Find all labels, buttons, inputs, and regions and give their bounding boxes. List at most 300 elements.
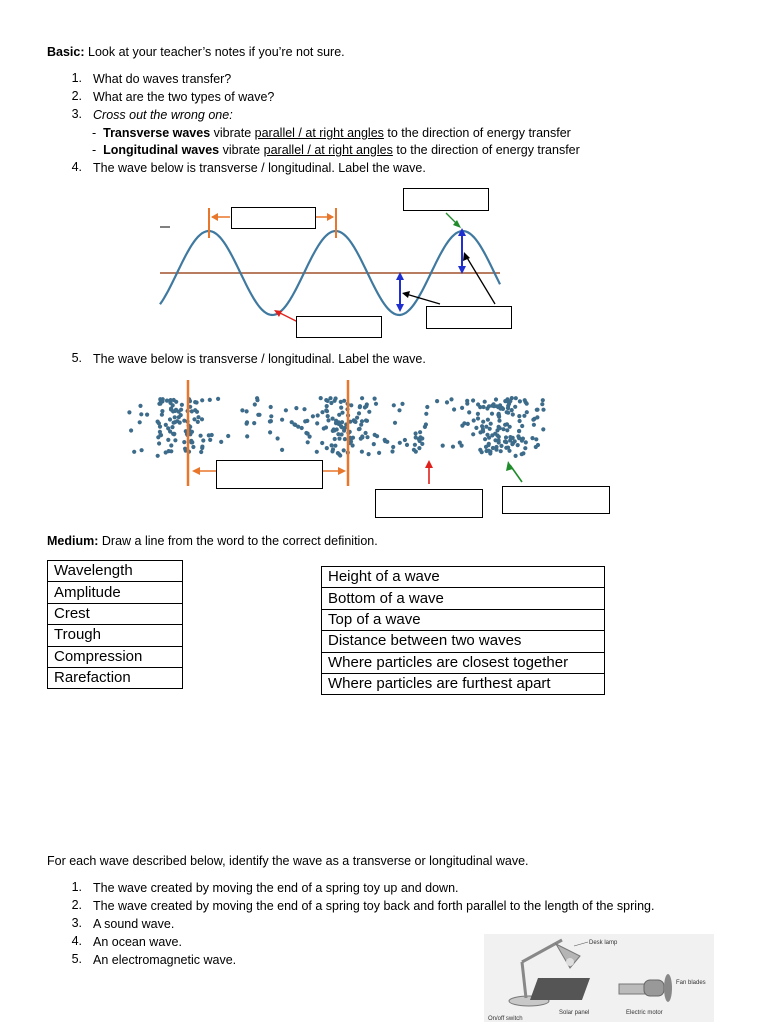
label-box-amplitude[interactable]	[426, 306, 512, 329]
particle-dot	[497, 419, 501, 423]
label-box-compression[interactable]	[502, 486, 610, 514]
particle-dot	[508, 438, 512, 442]
arrowhead	[327, 213, 334, 221]
particle-dot	[320, 441, 324, 445]
particle-dot	[245, 409, 249, 413]
particle-dot	[476, 412, 480, 416]
particle-dot	[332, 428, 336, 432]
particle-dot	[506, 446, 510, 450]
arrowhead	[425, 460, 433, 468]
particle-dot	[308, 435, 312, 439]
particle-dot	[398, 441, 402, 445]
particle-dot	[158, 425, 162, 429]
particle-dot	[478, 448, 482, 452]
statement-rest: to the direction of energy transfer	[387, 126, 571, 140]
particle-dot	[190, 440, 194, 444]
particle-dot	[451, 445, 455, 449]
particle-dot	[525, 410, 529, 414]
particle-dot	[495, 433, 499, 437]
particle-dot	[503, 440, 507, 444]
particle-dot	[458, 441, 462, 445]
particle-dot	[173, 420, 177, 424]
label-box-wavelength-long[interactable]	[216, 460, 323, 489]
particle-dot	[138, 404, 142, 408]
particle-dot	[491, 446, 495, 450]
particle-dot	[333, 437, 337, 441]
particle-dot	[367, 452, 371, 456]
particle-dot	[471, 432, 475, 436]
particle-dot	[169, 398, 173, 402]
electric-motor-icon	[644, 980, 664, 996]
particle-dot	[510, 408, 514, 412]
particle-dot	[476, 416, 480, 420]
particle-dot	[471, 398, 475, 402]
particle-dot	[351, 443, 355, 447]
particle-dot	[520, 424, 524, 428]
particle-dot	[373, 397, 377, 401]
particle-dot	[518, 419, 522, 423]
particle-dot	[425, 405, 429, 409]
q2-number: 2.	[71, 89, 82, 103]
particle-dot	[173, 415, 177, 419]
particle-dot	[210, 433, 214, 437]
label-box-rarefaction[interactable]	[375, 489, 483, 518]
particle-dot	[257, 413, 261, 417]
dash: -	[92, 143, 97, 157]
particle-dot	[276, 436, 280, 440]
vibrate-word: vibrate	[213, 126, 252, 140]
particle-dot	[418, 430, 422, 434]
transverse-statement	[92, 125, 571, 141]
arrowhead	[396, 304, 404, 312]
particle-dot	[393, 421, 397, 425]
particle-dot	[326, 399, 330, 403]
solar-panel-icon	[530, 978, 590, 1000]
particle-dot	[173, 438, 177, 442]
label-box-trough[interactable]	[296, 316, 382, 338]
word-cell[interactable]: Crest	[48, 603, 183, 624]
amplitude-pointer-1	[406, 294, 440, 304]
particle-dot	[449, 397, 453, 401]
particle-dot	[294, 406, 298, 410]
particle-dot	[486, 418, 490, 422]
definition-cell[interactable]: Height of a wave	[322, 567, 605, 588]
particle-dot	[506, 411, 510, 415]
particle-dot	[497, 440, 501, 444]
particle-dot	[510, 442, 514, 446]
definitions-table	[321, 566, 605, 695]
definition-cell[interactable]: Distance between two waves	[322, 631, 605, 652]
particle-dot	[467, 410, 471, 414]
particle-dot	[513, 405, 517, 409]
arrowhead	[338, 467, 346, 475]
particle-dot	[253, 402, 257, 406]
particle-dot	[196, 420, 200, 424]
particle-dot	[505, 397, 509, 401]
particle-dot	[480, 424, 484, 428]
particle-dot	[490, 412, 494, 416]
particle-dot	[392, 403, 396, 407]
medium-intro-line	[47, 533, 378, 549]
particle-dot	[506, 406, 510, 410]
arrowhead	[192, 467, 200, 475]
particle-dot	[340, 411, 344, 415]
figure-background	[484, 934, 714, 1022]
particle-dot	[325, 404, 329, 408]
definition-cell[interactable]: Top of a wave	[322, 609, 605, 630]
particle-dot	[445, 400, 449, 404]
identify-item-text: An ocean wave.	[93, 935, 182, 949]
particle-dot	[367, 410, 371, 414]
particle-dot	[140, 448, 144, 452]
particle-dot	[417, 446, 421, 450]
motor-label: Electric motor	[626, 1010, 663, 1016]
particle-dot	[138, 420, 142, 424]
particle-dot	[245, 422, 249, 426]
particle-dot	[182, 419, 186, 423]
particle-dot	[169, 443, 173, 447]
particle-dot	[520, 452, 524, 456]
particle-dot	[535, 415, 539, 419]
particle-dot	[269, 405, 273, 409]
particle-dot	[320, 410, 324, 414]
statement-rest: to the direction of energy transfer	[396, 143, 580, 157]
particle-dot	[496, 413, 500, 417]
particle-dot	[208, 438, 212, 442]
particle-dot	[360, 396, 364, 400]
longitudinal-label: Longitudinal waves	[103, 143, 220, 157]
particle-dot	[315, 421, 319, 425]
particle-dot	[132, 450, 136, 454]
particle-dot	[418, 435, 422, 439]
particle-dot	[226, 434, 230, 438]
arrowhead	[402, 291, 410, 298]
particle-dot	[326, 418, 330, 422]
particle-dot	[127, 410, 131, 414]
transverse-options[interactable]: parallel / at right angles	[254, 126, 384, 140]
particle-dot	[472, 418, 476, 422]
particle-dot	[535, 408, 539, 412]
solar-circuit-figure	[484, 934, 714, 1022]
longitudinal-options[interactable]: parallel / at right angles	[263, 143, 393, 157]
particle-dot	[424, 412, 428, 416]
particle-dot	[342, 448, 346, 452]
medium-intro: Draw a line from the word to the correct definition.	[101, 534, 378, 548]
vibrate-word: vibrate	[222, 143, 261, 157]
identify-item-text: A sound wave.	[93, 917, 175, 931]
particle-dot	[390, 449, 394, 453]
particle-dot	[166, 438, 170, 442]
particle-dot	[511, 412, 515, 416]
particle-dot	[365, 435, 369, 439]
particle-dot	[334, 396, 338, 400]
particle-dot	[179, 413, 183, 417]
identify-intro: For each wave described below, identify the wave as a transverse or longitudinal wave.	[47, 854, 529, 868]
particle-dot	[522, 414, 526, 418]
particle-dot	[324, 408, 328, 412]
particle-dot	[322, 426, 326, 430]
particle-dot	[166, 426, 170, 430]
particle-dot	[474, 426, 478, 430]
particle-field	[127, 396, 545, 458]
word-cell[interactable]: Amplitude	[48, 582, 183, 603]
particle-dot	[240, 408, 244, 412]
particle-dot	[269, 414, 273, 418]
particle-dot	[441, 444, 445, 448]
particle-dot	[160, 409, 164, 413]
particle-dot	[400, 402, 404, 406]
particle-dot	[413, 443, 417, 447]
particle-dot	[171, 403, 175, 407]
particle-dot	[164, 450, 168, 454]
q1-text: What do waves transfer?	[93, 72, 232, 86]
particle-dot	[180, 403, 184, 407]
definition-cell[interactable]: Where particles are furthest apart	[322, 673, 605, 694]
particle-dot	[481, 429, 485, 433]
particle-dot	[343, 426, 347, 430]
particle-dot	[157, 441, 161, 445]
particle-dot	[280, 418, 284, 422]
words-table	[47, 560, 183, 689]
particle-dot	[165, 399, 169, 403]
particle-dot	[199, 450, 203, 454]
particle-dot	[353, 420, 357, 424]
particle-dot	[255, 398, 259, 402]
particle-dot	[460, 406, 464, 410]
particle-dot	[193, 400, 197, 404]
word-cell[interactable]: Compression	[48, 646, 183, 667]
particle-dot	[319, 396, 323, 400]
particle-dot	[170, 425, 174, 429]
trough-pointer	[278, 312, 298, 322]
particle-dot	[499, 444, 503, 448]
particle-dot	[487, 449, 491, 453]
particle-dot	[391, 445, 395, 449]
particle-dot	[520, 439, 524, 443]
particle-dot	[481, 420, 485, 424]
basic-heading: Basic:	[47, 45, 85, 59]
medium-heading: Medium:	[47, 534, 99, 548]
particle-dot	[360, 434, 364, 438]
particle-dot	[268, 419, 272, 423]
identify-item-number: 1.	[71, 880, 82, 894]
particle-dot	[507, 402, 511, 406]
particle-dot	[145, 413, 149, 417]
particle-dot	[200, 398, 204, 402]
word-cell[interactable]: Trough	[48, 625, 183, 646]
particle-dot	[329, 401, 333, 405]
particle-dot	[182, 440, 186, 444]
particle-dot	[525, 402, 529, 406]
longitudinal-statement	[92, 142, 580, 158]
particle-dot	[284, 408, 288, 412]
identify-item-text: An electromagnetic wave.	[93, 953, 237, 967]
particle-dot	[183, 447, 187, 451]
particle-dot	[172, 432, 176, 436]
particle-dot	[331, 417, 335, 421]
particle-dot	[349, 437, 353, 441]
q4-text: The wave below is transverse / longitudinal. Label the wave.	[93, 161, 426, 175]
particle-dot	[498, 426, 502, 430]
particle-dot	[178, 421, 182, 425]
particle-dot	[517, 429, 521, 433]
particle-dot	[201, 438, 205, 442]
particle-dot	[337, 422, 341, 426]
particle-dot	[339, 406, 343, 410]
particle-dot	[164, 423, 168, 427]
particle-dot	[252, 421, 256, 425]
particle-dot	[530, 436, 534, 440]
solar-panel-label: Solar panel	[559, 1010, 590, 1016]
particle-dot	[383, 439, 387, 443]
particle-dot	[414, 450, 418, 454]
particle-dot	[306, 440, 310, 444]
particle-dot	[330, 443, 334, 447]
particle-dot	[465, 402, 469, 406]
particle-dot	[169, 407, 173, 411]
particle-dot	[478, 405, 482, 409]
particle-dot	[518, 399, 522, 403]
particle-dot	[532, 423, 536, 427]
particle-dot	[337, 437, 341, 441]
particle-dot	[200, 417, 204, 421]
particle-dot	[336, 451, 340, 455]
fan-blades-label: Fan blades	[676, 980, 706, 986]
particle-dot	[358, 427, 362, 431]
fan-blades-icon	[664, 974, 672, 1002]
particle-dot	[304, 431, 308, 435]
particle-dot	[129, 428, 133, 432]
particle-dot	[293, 423, 297, 427]
particle-dot	[483, 437, 487, 441]
particle-dot	[331, 447, 335, 451]
particle-dot	[499, 449, 503, 453]
particle-dot	[489, 422, 493, 426]
particle-dot	[541, 427, 545, 431]
particle-dot	[349, 403, 353, 407]
particle-dot	[505, 428, 509, 432]
particle-dot	[303, 419, 307, 423]
identify-item-text: The wave created by moving the end of a spring toy up and down.	[93, 881, 459, 895]
arrowhead	[211, 213, 218, 221]
particle-dot	[156, 454, 160, 458]
particle-dot	[452, 407, 456, 411]
word-cell[interactable]: Wavelength	[48, 561, 183, 582]
particle-dot	[534, 445, 538, 449]
particle-dot	[355, 416, 359, 420]
particle-dot	[484, 445, 488, 449]
word-cell[interactable]: Rarefaction	[48, 667, 183, 688]
particle-dot	[531, 418, 535, 422]
particle-dot	[487, 436, 491, 440]
dash: -	[92, 126, 97, 140]
particle-dot	[300, 426, 304, 430]
particle-dot	[414, 431, 418, 435]
switch-label: On/off switch	[488, 1016, 523, 1022]
particle-dot	[339, 400, 343, 404]
particle-dot	[245, 434, 249, 438]
basic-intro-line	[47, 44, 345, 60]
particle-dot	[517, 414, 521, 418]
particle-dot	[504, 435, 508, 439]
particle-dot	[397, 408, 401, 412]
particle-dot	[516, 434, 520, 438]
particle-dot	[534, 437, 538, 441]
particle-dot	[219, 440, 223, 444]
label-box-wavelength[interactable]	[231, 207, 316, 229]
particle-dot	[200, 446, 204, 450]
transverse-label: Transverse waves	[103, 126, 211, 140]
definition-cell[interactable]: Bottom of a wave	[322, 588, 605, 609]
particle-dot	[268, 430, 272, 434]
particle-dot	[460, 424, 464, 428]
particle-dot	[302, 407, 306, 411]
particle-dot	[541, 398, 545, 402]
particle-dot	[377, 451, 381, 455]
particle-dot	[326, 414, 330, 418]
particle-dot	[280, 448, 284, 452]
lamp-bulb-icon	[566, 958, 574, 966]
particle-dot	[139, 412, 143, 416]
particle-dot	[514, 454, 518, 458]
particle-dot	[333, 444, 337, 448]
particle-dot	[191, 445, 195, 449]
particle-dot	[190, 430, 194, 434]
particle-dot	[196, 415, 200, 419]
particle-dot	[159, 433, 163, 437]
particle-dot	[192, 417, 196, 421]
identify-item-number: 4.	[71, 934, 82, 948]
particle-dot	[483, 400, 487, 404]
q5-number: 5.	[71, 351, 82, 365]
particle-dot	[516, 443, 520, 447]
particle-dot	[403, 438, 407, 442]
particle-dot	[158, 397, 162, 401]
arrowhead	[506, 461, 513, 471]
particle-dot	[494, 397, 498, 401]
particle-dot	[360, 450, 364, 454]
particle-dot	[541, 408, 545, 412]
particle-dot	[343, 437, 347, 441]
q4-number: 4.	[71, 160, 82, 174]
particle-dot	[435, 399, 439, 403]
particle-dot	[336, 432, 340, 436]
particle-dot	[311, 414, 315, 418]
particle-dot	[424, 422, 428, 426]
particle-dot	[501, 427, 505, 431]
particle-dot	[405, 443, 409, 447]
particle-dot	[199, 434, 203, 438]
particle-dot	[508, 425, 512, 429]
particle-dot	[316, 413, 320, 417]
particle-dot	[364, 431, 368, 435]
label-box-crest[interactable]	[403, 188, 489, 211]
basic-intro: Look at your teacher’s notes if you’re not sure.	[88, 45, 345, 59]
q3-text: Cross out the wrong one:	[93, 108, 233, 122]
q5-text: The wave below is transverse / longitudinal. Label the wave.	[93, 352, 426, 366]
particle-dot	[495, 404, 499, 408]
definition-cell[interactable]: Where particles are closest together	[322, 652, 605, 673]
particle-dot	[484, 425, 488, 429]
particle-dot	[315, 450, 319, 454]
particle-dot	[375, 434, 379, 438]
particle-dot	[160, 413, 164, 417]
q1-number: 1.	[71, 71, 82, 85]
particle-dot	[193, 408, 197, 412]
desk-lamp-label: Desk lamp	[589, 940, 618, 946]
particle-dot	[374, 402, 378, 406]
identify-item-text: The wave created by moving the end of a spring toy back and forth parallel to the length of the spring.	[93, 899, 655, 913]
